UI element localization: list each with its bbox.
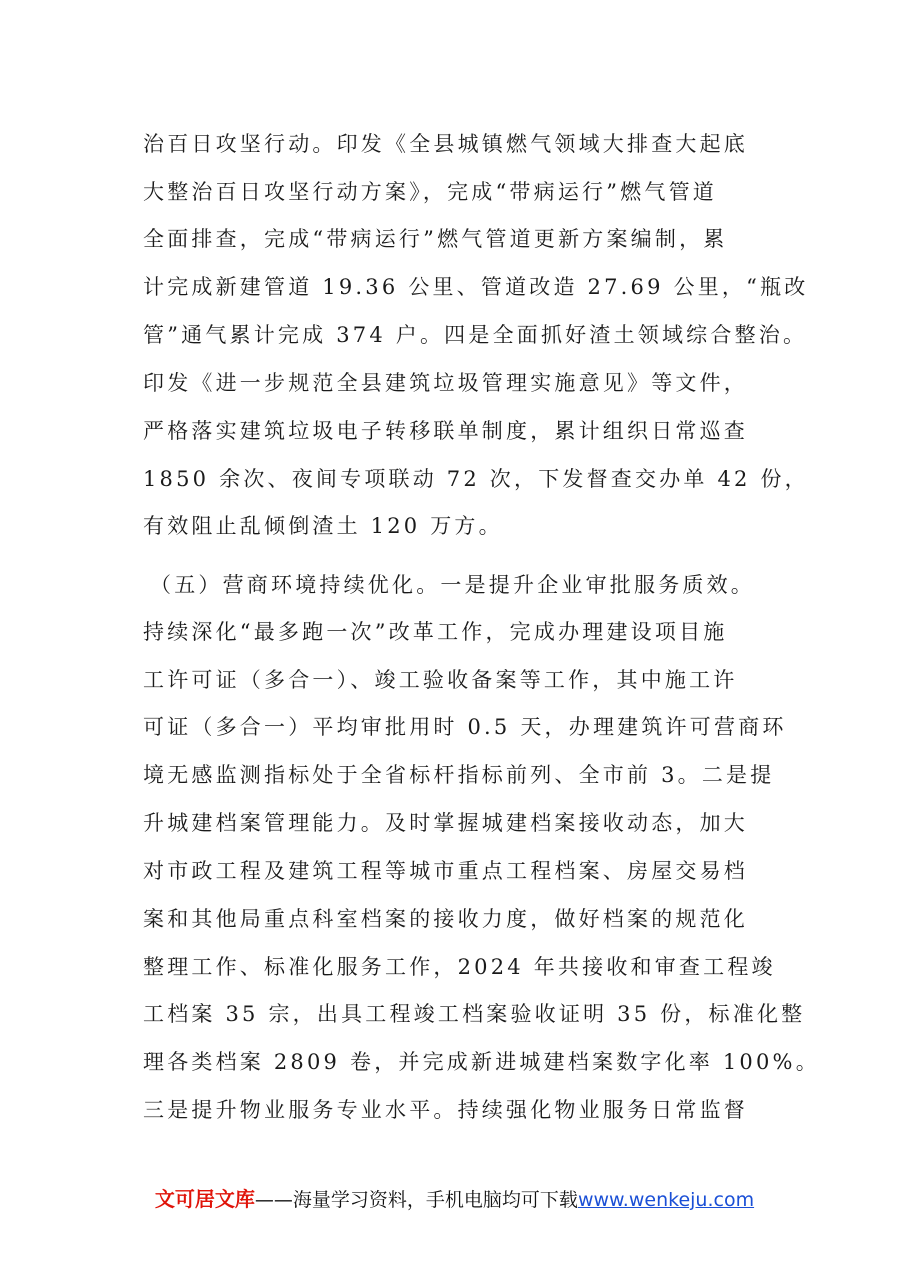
paragraph-line: 1850 余次、夜间专项联动 72 次，下发督查交办单 42 份， [143,467,809,491]
footer-brand: 文可居文库 [154,1187,255,1211]
paragraph-line: 严格落实建筑垃圾电子转移联单制度，累计组织日常巡查 [143,419,748,443]
paragraph-line: 有效阻止乱倾倒渣土 120 万方。 [143,514,503,538]
paragraph-line: 大整治百日攻坚行动方案》，完成“带病运行”燃气管道 [143,180,717,204]
paragraph-line: 整理工作、标准化服务工作，2024 年共接收和审查工程竣 [143,955,776,979]
paragraph-line: 印发《进一步规范全县建筑垃圾管理实施意见》等文件， [143,371,748,395]
paragraph-line: 三是提升物业服务专业水平。持续强化物业服务日常监督 [143,1098,748,1122]
paragraph-line: 管”通气累计完成 374 户。四是全面抓好渣土领域综合整治。 [143,323,808,347]
paragraph-line: 境无感监测指标处于全省标杆指标前列、全市前 3。二是提 [143,763,775,787]
paragraph-line: 全面排查，完成“带病运行”燃气管道更新方案编制，累 [143,227,728,251]
paragraph-line: 计完成新建管道 19.36 公里、管道改造 27.69 公里，“瓶改 [143,275,809,299]
paragraph-line: 对市政工程及建筑工程等城市重点工程档案、房屋交易档 [143,859,748,883]
footer-banner [0,1183,909,1212]
footer-tagline: ——海量学习资料，手机电脑均可下载 [254,1189,578,1211]
paragraph-line: 工档案 35 宗，出具工程竣工档案验收证明 35 份，标准化整 [143,1002,806,1026]
paragraph-line: 可证（多合一）平均审批用时 0.5 天，办理建筑许可营商环 [143,715,787,739]
footer-website-link[interactable]: www.wenkeju.com [577,1189,755,1211]
paragraph-line: 持续深化“最多跑一次”改革工作，完成办理建设项目施 [143,620,728,644]
paragraph-line: 工许可证（多合一）、竣工验收备案等工作，其中施工许 [143,668,738,692]
section-heading-line: （五）营商环境持续优化。一是提升企业审批服务质效。 [150,573,755,597]
paragraph-line: 理各类档案 2809 卷，并完成新进城建档案数字化率 100%。 [143,1050,820,1074]
paragraph-line: 案和其他局重点科室档案的接收力度，做好档案的规范化 [143,907,748,931]
paragraph-line: 治百日攻坚行动。印发《全县城镇燃气领域大排查大起底 [143,132,748,156]
paragraph-line: 升城建档案管理能力。及时掌握城建档案接收动态，加大 [143,811,748,835]
